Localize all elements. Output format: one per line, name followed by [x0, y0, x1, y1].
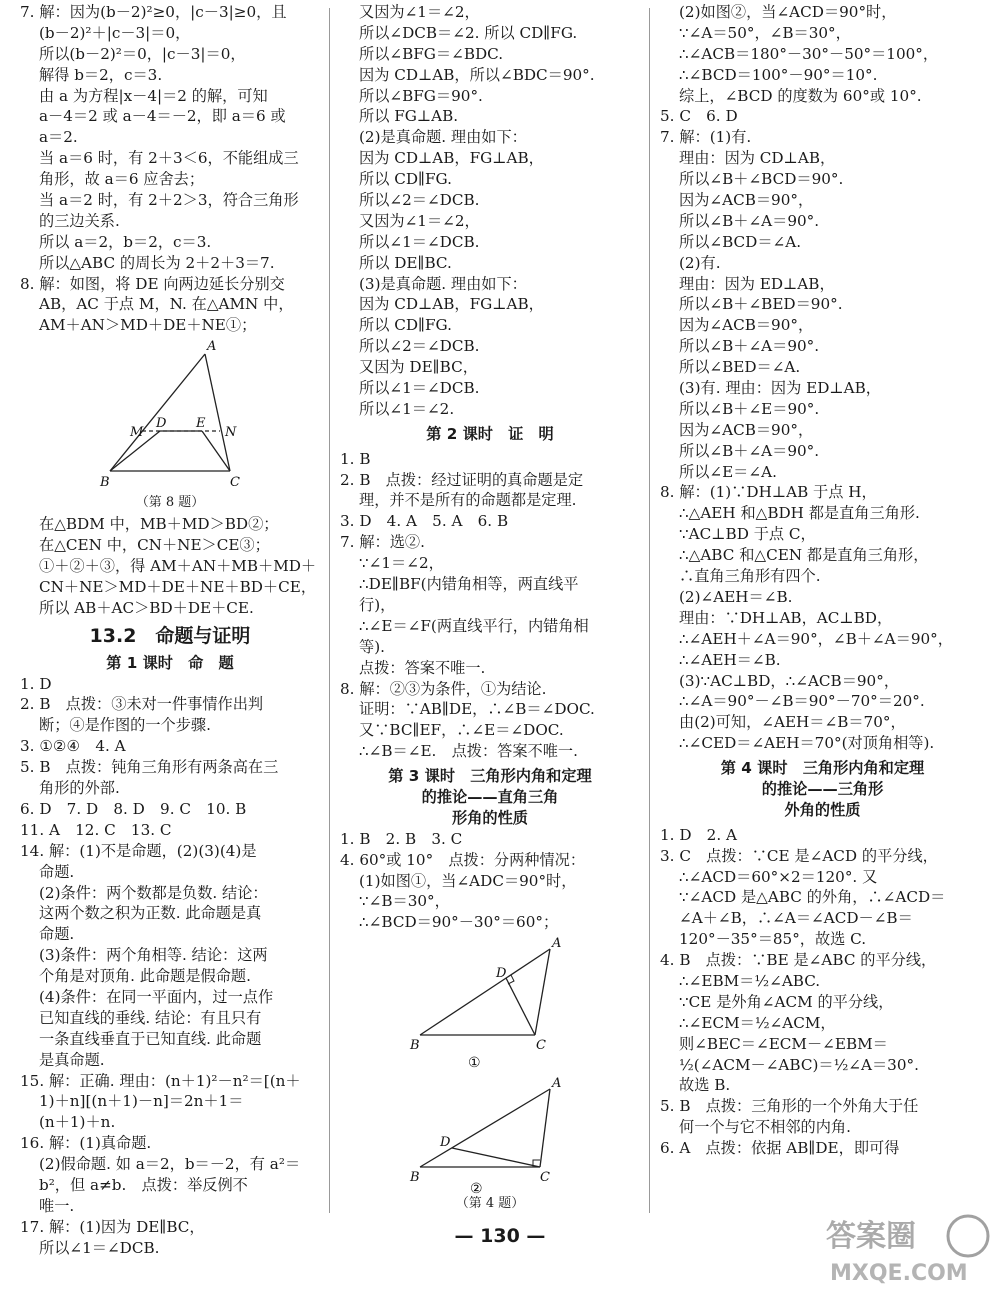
fig8-label-n: N	[225, 425, 237, 441]
col2-block1-line: 所以∠2＝∠DCB.	[359, 337, 480, 356]
col1-block3-line: 16. 解：(1)真命题.	[20, 1134, 152, 1153]
col3-block1-line: 理由：因为 CD⊥AB，	[679, 149, 836, 168]
answer-block-7-8	[20, 2, 320, 336]
col3-block2-line: 则∠BEC＝∠ECM－∠EBM＝	[679, 1034, 888, 1053]
col2-block1-line: 所以∠2＝∠DCB.	[359, 191, 480, 210]
col2-block3-line: 4. 60°或 10° 点拨：分两种情况：	[340, 850, 586, 869]
col3-block1-line: ∴∠CED＝∠AEH＝70°(对顶角相等).	[679, 734, 935, 753]
col1-block2-line: 所以 AB＋AC＞BD＋DE＋CE.	[39, 598, 254, 617]
col3-block2-line: ∵∠ACD 是△ABC 的外角，∴∠ACD＝	[679, 888, 946, 907]
col2-block1-line: 又因为 DE∥BC，	[359, 358, 478, 377]
col2-block2-line: 1. B	[340, 449, 371, 468]
col2-block3-line: ∵∠B＝30°，	[359, 892, 450, 911]
col1-block2-line: CN＋NE＞MD＋DE＋NE＋BD＋CE，	[39, 577, 317, 596]
col2-block1-line: 所以∠1＝∠DCB.	[359, 232, 480, 251]
col2-block1-line: 所以∠BFG＝90°.	[359, 86, 483, 105]
col3-block1-line: (3)有. 理由：因为 ED⊥AB，	[679, 379, 881, 398]
fig4-1-label-d: D	[496, 966, 507, 982]
col3-block2-line: ∠A＋∠B，∴∠A＝∠ACD－∠B＝	[679, 909, 913, 928]
col3-block1-line: (2)有.	[679, 253, 721, 272]
section-title: 13.2 命题与证明	[89, 624, 251, 647]
col2-block1-line: 因为 CD⊥AB，所以∠BDC＝90°.	[359, 65, 595, 84]
col3-block1-line: 所以∠BED＝∠A.	[679, 358, 801, 377]
col1-block3-line: 3. ①②④ 4. A	[20, 737, 126, 756]
col1-block1-line: 所以△ABC 的周长为 2＋2＋3＝7.	[39, 253, 275, 272]
lesson-4-title-line-1: 第 4 课时 三角形内角和定理	[720, 759, 925, 778]
col3-block2-line: ∵CE 是外角∠ACM 的平分线，	[679, 992, 894, 1011]
col3-block1-line: (2)如图②，当∠ACD＝90°时，	[679, 3, 897, 21]
col3-block2-line: 5. B 点拨：三角形的一个外角大于任	[660, 1097, 919, 1116]
col2-block2-line: 证明：∵AB∥DE，∴∠B＝∠DOC.	[359, 700, 595, 719]
col1-block3-line: 已知直线的垂线. 结论：有且只有	[39, 1008, 262, 1027]
col1-block2-line: 在△CEN 中，CN＋NE＞CE③；	[39, 536, 270, 555]
col1-block3-line: 1. D	[20, 674, 52, 693]
col2-block1-line: 所以 CD∥FG.	[359, 170, 452, 189]
col2-block1-line: 所以 CD∥FG.	[359, 316, 452, 335]
fig4-2-label-a: A	[552, 1076, 562, 1092]
fig4-1-label-a: A	[552, 936, 562, 952]
col1-block1-line: 角形，故 a＝6 应舍去；	[39, 170, 205, 189]
col1-block3-line: 是真命题.	[39, 1050, 105, 1069]
col1-block3-line: 1)＋n][(n＋1)－n]＝2n＋1＝	[39, 1092, 244, 1111]
col2-block1-line: 所以 FG⊥AB.	[359, 107, 459, 126]
figure-4-diagram	[340, 933, 640, 1195]
column-middle	[340, 0, 640, 1213]
col2-block1-line: 因为 CD⊥AB，FG⊥AB，	[359, 295, 544, 314]
col2-block1-line: 所以∠BFG＝∠BDC.	[359, 44, 504, 63]
col3-block1-line: 理由：因为 ED⊥AB，	[679, 274, 835, 293]
col1-block1-line: 解得 b＝2，c＝3.	[39, 65, 163, 84]
figure-4	[340, 933, 640, 1213]
col1-block3-line: (n＋1)＋n.	[39, 1113, 116, 1132]
col1-block2-line: 在△BDM 中，MB＋MD＞BD②；	[39, 515, 279, 534]
col3-block1-line: 因为∠ACB＝90°，	[679, 191, 814, 210]
col1-block1-line: (b－2)²＋|c－3|＝0，	[39, 23, 191, 42]
col3-block1-line: ∴直角三角形有四个.	[679, 567, 821, 586]
col3-block1-line: ∴∠A＝90°－∠B＝90°－70°＝20°.	[679, 692, 925, 711]
col1-block1-line: a＝2.	[39, 128, 78, 147]
col2-block1-line: 所以∠DCB＝∠2. 所以 CD∥FG.	[359, 23, 578, 42]
col3-block1-line: ∴∠ACB＝180°－30°－50°＝100°，	[679, 44, 939, 63]
col1-block1-line: 由 a 为方程|x－4|＝2 的解，可知	[39, 86, 268, 105]
answer-block-lesson-2	[340, 449, 640, 762]
column-left	[20, 0, 320, 1259]
col3-block1-line: ∵∠A＝50°，∠B＝30°，	[679, 23, 851, 42]
col3-block1-line: 因为∠ACB＝90°，	[679, 316, 814, 335]
col1-block1-line: 所以 a＝2，b＝2，c＝3.	[39, 232, 212, 251]
col2-block2-line: ∴DE∥BF(内错角相等，两直线平	[359, 575, 579, 594]
col3-block1-line: ∴△AEH 和△BDH 都是直角三角形.	[679, 504, 920, 523]
fig8-label-e: E	[196, 416, 206, 432]
col3-block1-line: 7. 解：(1)有.	[660, 128, 752, 147]
fig4-2-label-c: C	[540, 1170, 550, 1186]
column-divider-1	[329, 8, 330, 1213]
col2-block2-line: 行)，	[359, 595, 396, 614]
column-divider-2	[649, 8, 650, 1213]
col3-block2-line: 故选 B.	[679, 1076, 731, 1095]
fig4-2-marker: ②	[470, 1181, 483, 1196]
col3-block1-line: ∵AC⊥BD 于点 C，	[679, 525, 816, 544]
col2-block1-line: 所以∠1＝∠DCB.	[359, 379, 480, 398]
figure-8-caption: （第 8 题）	[135, 495, 205, 511]
col3-block2-line: ∴∠EBM＝½∠ABC.	[679, 971, 821, 990]
figure-8	[20, 336, 320, 514]
col1-block3-line: 角形的外部.	[39, 779, 120, 798]
col3-block1-line: 5. C 6. D	[660, 107, 738, 126]
col2-block2-line: ∴∠E＝∠F(两直线平行，内错角相	[359, 616, 589, 635]
lesson-1-title: 第 1 课时 命 题	[106, 653, 234, 672]
watermark-logo-text: 答案圈	[826, 1219, 916, 1254]
answer-block-17-cont	[340, 2, 640, 420]
col1-block1-line: 的三边关系.	[39, 211, 120, 230]
fig4-2-label-b: B	[410, 1170, 420, 1186]
col3-block2-line: 6. A 点拨：依据 AB∥DE，即可得	[660, 1139, 900, 1158]
col3-block2-line: ½(∠ACM－∠ABC)＝½∠A＝30°.	[679, 1055, 919, 1074]
col1-block3-line: (2)假命题. 如 a＝2，b＝－2，有 a²＝	[39, 1155, 301, 1174]
col2-block2-line: 理，并不是所有的命题都是定理.	[359, 491, 577, 510]
lesson-3-title-line-3: 形角的性质	[452, 808, 528, 827]
col1-block3-line: 命题.	[39, 862, 75, 881]
col1-block3-line: 这两个数之积为正数. 此命题是真	[39, 904, 262, 923]
col1-block3-line: b²，但 a≠b. 点拨：举反例不	[39, 1175, 248, 1194]
col2-block2-line: 2. B 点拨：经过证明的真命题是定	[340, 470, 584, 489]
col2-block2-line: 8. 解：②③为条件，①为结论.	[340, 679, 547, 698]
fig8-label-d: D	[156, 416, 167, 432]
col2-block1-line: 所以∠1＝∠2.	[359, 399, 455, 418]
col2-block2-line: 点拨：答案不唯一.	[359, 658, 486, 677]
col1-block1-line: a－4＝2 或 a－4＝－2，即 a＝6 或	[39, 107, 286, 126]
col3-block1-line: 所以∠B＋∠BED＝90°.	[679, 295, 843, 314]
col2-block1-line: 因为 CD⊥AB，FG⊥AB，	[359, 149, 544, 168]
col1-block3-line: 11. A 12. C 13. C	[20, 820, 172, 839]
col1-block3-line: (2)条件：两个数都是负数. 结论：	[39, 883, 268, 902]
col1-block3-line: 6. D 7. D 8. D 9. C 10. B	[20, 799, 247, 818]
answer-block-8-cont	[20, 514, 320, 618]
col2-block3-line: 1. B 2. B 3. C	[340, 829, 463, 848]
watermark-logo	[820, 1212, 990, 1287]
col1-block3-line: (4)条件：在同一平面内，过一点作	[39, 987, 274, 1006]
col3-block1-line: 所以∠B＋∠BCD＝90°.	[679, 170, 844, 189]
col1-block1-line: 所以(b－2)²＝0，|c－3|＝0，	[39, 44, 246, 63]
col2-block2-line: ∵∠1＝∠2，	[359, 554, 444, 573]
answer-block-4-8	[660, 2, 985, 754]
col3-block2-line: ∴∠ACD＝60°×2＝120°. 又	[679, 867, 878, 886]
fig8-label-a: A	[207, 339, 217, 355]
fig8-label-c: C	[230, 475, 240, 491]
figure-4-caption: （第 4 题）	[455, 1196, 525, 1212]
col3-block2-line: 120°－35°＝85°，故选 C.	[679, 930, 867, 949]
col3-block1-line: ∴△ABC 和△CEN 都是直角三角形，	[679, 546, 929, 565]
fig4-1-label-b: B	[410, 1038, 420, 1054]
col3-block1-line: 综上，∠BCD 的度数为 60°或 10°.	[679, 86, 922, 105]
col1-block1-line: 8. 解：如图，将 DE 向两边延长分别交	[20, 274, 285, 293]
col2-block2-line: 3. D 4. A 5. A 6. B	[340, 512, 509, 531]
col3-block1-line: 所以∠B＋∠A＝90°.	[679, 337, 820, 356]
col1-block3-line: 唯一.	[39, 1196, 75, 1215]
column-right	[660, 0, 985, 1159]
figure-8-diagram	[20, 336, 320, 494]
col3-block2-line: 4. B 点拨：∵BE 是∠ABC 的平分线，	[660, 951, 937, 970]
col3-block1-line: (3)∵AC⊥BD，∴∠ACB＝90°，	[679, 671, 900, 690]
page-number: — 130 —	[454, 1225, 546, 1247]
answer-block-lesson-1	[20, 674, 320, 1259]
answer-block-lesson-4	[660, 825, 985, 1159]
lesson-3-title-line-1: 第 3 课时 三角形内角和定理	[388, 767, 592, 786]
col1-block3-line: 15. 解：正确. 理由：(n＋1)²－n²＝[(n＋	[20, 1071, 301, 1090]
col1-block3-line: (3)条件：两个角相等. 结论：这两	[39, 946, 268, 965]
col2-block1-line: (3)是真命题. 理由如下：	[359, 274, 527, 293]
col3-block1-line: 理由：∵DH⊥AB，AC⊥BD，	[679, 608, 893, 627]
col3-block2-line: 何一个与它不相邻的内角.	[679, 1118, 851, 1137]
answer-block-lesson-3	[340, 829, 640, 933]
col1-block3-line: 所以∠1＝∠DCB.	[39, 1238, 160, 1257]
col1-block1-line: 7. 解：因为(b－2)²≥0，|c－3|≥0，且	[20, 3, 287, 21]
col2-block2-line: 7. 解：选②.	[340, 533, 425, 552]
col3-block1-line: 所以∠E＝∠A.	[679, 462, 777, 481]
lesson-4-title-line-2: 的推论——三角形	[761, 779, 884, 798]
col1-block3-line: 14. 解：(1)不是命题，(2)(3)(4)是	[20, 841, 257, 860]
col3-block1-line: 8. 解：(1)∵DH⊥AB 于点 H，	[660, 483, 877, 502]
col3-block1-line: ∴∠BCD＝100°－90°＝10°.	[679, 65, 878, 84]
col2-block3-line: ∴∠BCD＝90°－30°＝60°；	[359, 913, 559, 932]
col1-block3-line: 2. B 点拨：③未对一件事情作出判	[20, 695, 264, 714]
col3-block1-line: (2)∠AEH＝∠B.	[679, 587, 793, 606]
fig8-label-b: B	[100, 475, 110, 491]
col3-block2-line: ∴∠ECM＝½∠ACM，	[679, 1013, 836, 1032]
col2-block1-line: (2)是真命题. 理由如下：	[359, 128, 527, 147]
col1-block1-line: AB，AC 于点 M，N. 在△AMN 中，	[39, 295, 294, 314]
col2-block2-line: 等).	[359, 637, 385, 656]
fig4-1-label-c: C	[536, 1038, 546, 1054]
col3-block1-line: 所以∠B＋∠A＝90°.	[679, 211, 820, 230]
col3-block1-line: ∴∠AEH＋∠A＝90°，∠B＋∠A＝90°，	[679, 629, 953, 648]
col3-block2-line: 1. D 2. A	[660, 825, 737, 844]
col1-block3-line: 命题.	[39, 925, 75, 944]
col3-block1-line: 所以∠B＋∠E＝90°.	[679, 399, 820, 418]
col3-block1-line: 由(2)可知，∠AEH＝∠B＝70°，	[679, 713, 906, 732]
lesson-3-title-line-2: 的推论——直角三角	[421, 787, 559, 806]
col2-block1-line: 又因为∠1＝∠2，	[359, 3, 480, 21]
col1-block3-line: 断；④是作图的一个步骤.	[39, 716, 211, 735]
col1-block3-line: 5. B 点拨：钝角三角形有两条高在三	[20, 758, 279, 777]
col1-block2-line: ①＋②＋③，得 AM＋AN＋MB＋MD＋	[39, 557, 317, 576]
col1-block3-line: 一条直线垂直于已知直线. 此命题	[39, 1029, 262, 1048]
col2-block2-line: 又∵BC∥EF，∴∠E＝∠DOC.	[359, 721, 564, 740]
col2-block1-line: 所以 DE∥BC.	[359, 253, 452, 272]
col3-block1-line: 所以∠BCD＝∠A.	[679, 232, 802, 251]
col3-block1-line: 因为∠ACB＝90°，	[679, 420, 814, 439]
lesson-4-title-line-3: 外角的性质	[784, 800, 861, 819]
col2-block1-line: 又因为∠1＝∠2，	[359, 211, 480, 230]
fig4-1-marker: ①	[468, 1055, 481, 1072]
col1-block1-line: 当 a＝2 时，有 2＋2＞3，符合三角形	[39, 191, 299, 210]
col2-block3-line: (1)如图①，当∠ADC＝90°时，	[359, 871, 577, 890]
col1-block1-line: AM＋AN＞MD＋DE＋NE①；	[39, 316, 257, 335]
lesson-2-title: 第 2 课时 证 明	[426, 424, 554, 443]
col2-block2-line: ∴∠B＝∠E. 点拨：答案不唯一.	[359, 742, 578, 761]
col1-block3-line: 17. 解：(1)因为 DE∥BC，	[20, 1217, 205, 1236]
watermark-site-text: MXQE.COM	[830, 1261, 968, 1286]
col1-block3-line: 个角是对顶角. 此命题是假命题.	[39, 967, 251, 986]
fig4-2-label-d: D	[440, 1135, 451, 1151]
col3-block1-line: ∴∠AEH＝∠B.	[679, 650, 781, 669]
fig8-label-m: M	[130, 425, 144, 441]
col3-block1-line: 所以∠B＋∠A＝90°.	[679, 441, 820, 460]
col1-block1-line: 当 a＝6 时，有 2＋3＜6，不能组成三	[39, 149, 299, 168]
col3-block2-line: 3. C 点拨：∵CE 是∠ACD 的平分线，	[660, 846, 938, 865]
